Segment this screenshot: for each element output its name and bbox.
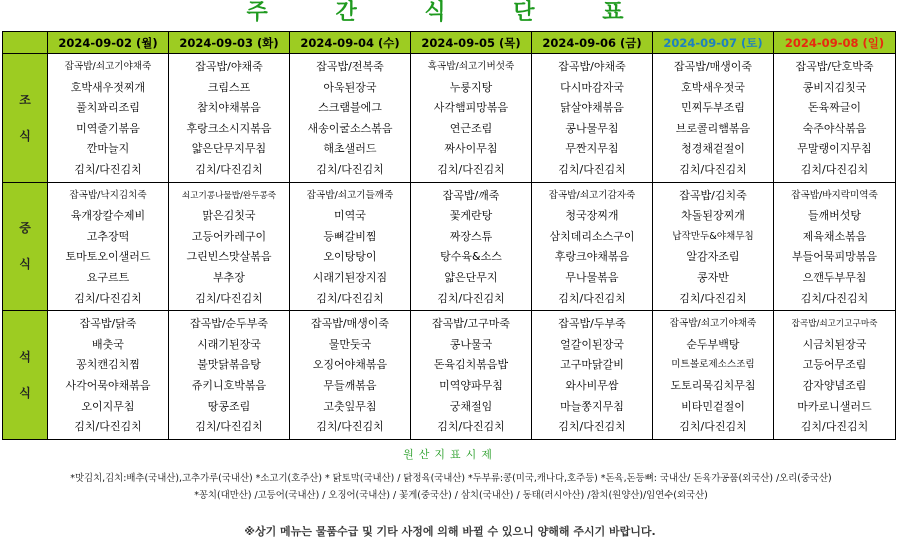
menu-item: 콩나물국 <box>449 337 493 351</box>
menu-item: 불맛닭볶음탕 <box>197 358 261 372</box>
menu-item: 잡곡밥/단호박죽 <box>795 60 874 73</box>
menu-item: 토마토오이샐러드 <box>65 250 151 264</box>
menu-item: 김치/다진김치 <box>437 291 505 305</box>
menu-item: 부들어묵피망볶음 <box>791 250 877 264</box>
menu-item: 잡곡밥/쇠고기야채죽 <box>669 318 757 330</box>
menu-item: 고등어무조림 <box>802 358 867 372</box>
meal-label-char: 식 <box>19 385 31 400</box>
menu-item: 쥬키니호박볶음 <box>191 378 267 392</box>
menu-item: 누룽지탕 <box>449 80 493 94</box>
menu-item: 콩나물무침 <box>565 121 619 135</box>
menu-item: 김치/다진김치 <box>679 291 747 305</box>
menu-cell <box>48 311 169 440</box>
meal-label-char: 중 <box>19 221 31 236</box>
menu-item: 청경채겉절이 <box>681 142 745 156</box>
menu-item: 무들깨볶음 <box>323 378 377 392</box>
day-header: 2024-09-07 (토) <box>653 32 774 54</box>
header-corner <box>3 32 48 54</box>
menu-item: 꽁치캔김치찜 <box>76 358 140 372</box>
menu-item: 들깨버섯탕 <box>807 209 862 223</box>
menu-item: 사각햄피망볶음 <box>433 101 509 115</box>
menu-item: 맑은김칫국 <box>202 209 256 223</box>
menu-cell <box>169 182 290 311</box>
meal-row <box>3 182 896 311</box>
menu-item: 마카로니샐러드 <box>797 399 872 413</box>
menu-item: 호박새우젓찌개 <box>70 80 146 94</box>
menu-item: 잡곡밥/전복죽 <box>316 60 384 73</box>
menu-cell <box>290 311 411 440</box>
menu-cell <box>411 182 532 311</box>
menu-item: 숙주야삭볶음 <box>802 121 867 135</box>
menu-item: 김치/다진김치 <box>558 291 626 305</box>
menu-item: 도토리묵김치무침 <box>670 378 756 392</box>
menu-item: 고등어카레구이 <box>191 229 267 243</box>
meal-label <box>3 54 48 183</box>
day-header: 2024-09-04 (수) <box>290 32 411 54</box>
menu-item: 김치/다진김치 <box>558 162 626 176</box>
menu-item: 시래기된장지짐 <box>312 270 388 284</box>
menu-item: 등뼈갈비찜 <box>323 229 377 243</box>
day-header: 2024-09-08 (일) <box>774 32 896 54</box>
menu-item: 고춧잎무침 <box>323 399 377 413</box>
menu-item: 제육채소볶음 <box>802 229 867 243</box>
day-header: 2024-09-05 (목) <box>411 32 532 54</box>
menu-cell <box>774 311 896 440</box>
menu-item: 호박새우젓국 <box>681 80 745 94</box>
weekly-menu-table <box>2 31 896 440</box>
menu-cell <box>653 182 774 311</box>
menu-item: 김치/다진김치 <box>800 162 869 176</box>
menu-item: 돈육짜글이 <box>807 101 862 115</box>
meal-label-char: 식 <box>19 257 31 272</box>
menu-item: 아욱된장국 <box>323 80 377 94</box>
menu-item: 꽃게란탕 <box>449 209 493 223</box>
meal-label-char: 석 <box>19 349 31 364</box>
menu-item: 후랑크소시지볶음 <box>186 121 272 135</box>
menu-cell <box>653 54 774 183</box>
menu-cell <box>169 311 290 440</box>
menu-item: 민찌두부조림 <box>681 101 745 115</box>
menu-item: 잡곡밥/매생이죽 <box>673 60 753 73</box>
menu-item: 풀치꽈리조림 <box>76 101 140 115</box>
menu-item: 잡곡밥/야채죽 <box>195 60 263 73</box>
menu-cell <box>774 54 896 183</box>
menu-item: 와사비무쌈 <box>565 378 619 392</box>
menu-item: 김치/다진김치 <box>74 420 142 434</box>
menu-cell <box>411 311 532 440</box>
menu-item: 김치/다진김치 <box>800 291 869 305</box>
menu-item: 짜장스튜 <box>449 229 493 243</box>
menu-item: 오이탕탕이 <box>323 250 377 264</box>
menu-item: 김치/다진김치 <box>679 420 747 434</box>
menu-item: 땅콩조림 <box>207 399 251 413</box>
meal-row <box>3 311 896 440</box>
menu-item: 닭살야채볶음 <box>560 101 624 115</box>
origin-heading: 원산지표시제 <box>403 448 497 461</box>
menu-item: 사각어묵야채볶음 <box>65 378 151 392</box>
menu-item: 김치/다진김치 <box>316 291 384 305</box>
menu-item: 미역줄기볶음 <box>76 121 140 135</box>
menu-item: 크림스프 <box>207 80 251 94</box>
menu-item: 참치야채볶음 <box>197 101 261 115</box>
menu-item: 육개장칼수제비 <box>70 209 146 223</box>
menu-item: 김치/다진김치 <box>316 162 384 176</box>
menu-item: 김치/다진김치 <box>437 420 505 434</box>
menu-item: 콩자반 <box>697 270 729 284</box>
menu-item: 김치/다진김치 <box>800 420 869 434</box>
menu-cell <box>411 54 532 183</box>
meal-label <box>3 311 48 440</box>
menu-item: 김치/다진김치 <box>679 162 747 176</box>
menu-item: 짜사이무침 <box>444 142 498 156</box>
menu-item: 요구르트 <box>86 270 130 284</box>
menu-item: 김치/다진김치 <box>316 420 384 434</box>
meal-label <box>3 182 48 311</box>
notice-text: ※상기 메뉴는 물품수급 및 기타 사정에 의해 바뀔 수 있으니 양해해 주시기 바랍니다. <box>244 525 656 538</box>
menu-item: 으깬두부무침 <box>802 270 867 284</box>
origin-info <box>6 470 896 504</box>
menu-item: 순두부백탕 <box>686 337 740 351</box>
menu-item: 잡곡밥/쇠고기들깨죽 <box>306 189 394 201</box>
menu-item: 새송이굴소스볶음 <box>307 121 393 135</box>
day-header: 2024-09-02 (월) <box>48 32 169 54</box>
page-title: 주 간 식 단 표 <box>246 0 654 25</box>
menu-item: 배춧국 <box>92 337 124 351</box>
menu-item: 잡곡밥/두부죽 <box>558 317 626 331</box>
menu-item: 물만둣국 <box>328 337 372 351</box>
menu-item: 다시마감자국 <box>560 80 624 94</box>
menu-item: 감자양념조림 <box>802 378 867 392</box>
menu-cell <box>532 182 653 311</box>
menu-item: 김치/다진김치 <box>558 420 626 434</box>
menu-item: 잡곡밥/야채죽 <box>558 60 626 73</box>
menu-item: 스크램블에그 <box>318 101 382 115</box>
menu-item: 오징어야채볶음 <box>312 358 388 372</box>
menu-cell <box>48 182 169 311</box>
menu-item: 해초샐러드 <box>323 142 377 156</box>
menu-cell <box>169 54 290 183</box>
menu-item: 오이지무침 <box>81 399 135 413</box>
menu-item: 납작만두&야채무침 <box>672 230 754 242</box>
menu-item: 잡곡밥/순두부죽 <box>189 317 269 331</box>
menu-item: 쇠고기콩나물밥/완두콩죽 <box>181 190 277 201</box>
menu-cell <box>290 182 411 311</box>
menu-item: 잡곡밥/매생이죽 <box>310 317 390 331</box>
menu-item: 고구마닭갈비 <box>560 358 624 372</box>
menu-item: 김치/다진김치 <box>195 420 263 434</box>
menu-item: 삼치데리소스구이 <box>549 229 635 243</box>
menu-item: 김치/다진김치 <box>195 291 263 305</box>
menu-item: 잡곡밥/깨죽 <box>442 188 500 202</box>
menu-cell <box>290 54 411 183</box>
menu-cell <box>532 54 653 183</box>
menu-item: 잡곡밥/쇠고기야채죽 <box>64 61 152 72</box>
meal-row <box>3 54 896 183</box>
meal-label-char: 식 <box>19 128 31 143</box>
menu-item: 연근조림 <box>449 121 493 135</box>
menu-item: 그린빈스맛살볶음 <box>186 250 272 264</box>
menu-item: 탕수육&소스 <box>440 250 502 264</box>
origin-line: *꽁치(대만산) /고등어(국내산) / 오징어(국내산) / 꽃게(중국산) / 삼치(국내산) / 동태(러시아산) /참치(원양산)/임연수(외국산) <box>194 490 708 501</box>
menu-item: 김치/다진김치 <box>195 162 263 176</box>
menu-item: 잡곡밥/고구마죽 <box>431 317 511 331</box>
menu-item: 잡곡밥/쇠고기고구마죽 <box>791 319 878 330</box>
date-header-row <box>3 32 896 54</box>
menu-item: 김치/다진김치 <box>74 291 142 305</box>
menu-item: 차돌된장찌개 <box>681 209 745 223</box>
menu-item: 잡곡밥/쇠고기감자죽 <box>548 189 636 201</box>
menu-item: 흑곡밥/쇠고기버섯죽 <box>427 61 515 72</box>
menu-item: 김치/다진김치 <box>437 162 505 176</box>
menu-cell <box>653 311 774 440</box>
menu-item: 비타민겉절이 <box>681 399 745 413</box>
menu-item: 얼갈이된장국 <box>560 337 624 351</box>
menu-item: 콩비지김칫국 <box>802 80 867 94</box>
menu-item: 무말랭이지무침 <box>797 142 872 156</box>
menu-item: 잡곡밥/바지락미역죽 <box>791 189 878 201</box>
day-header: 2024-09-03 (화) <box>169 32 290 54</box>
menu-item: 무짠지무침 <box>565 142 619 156</box>
menu-item: 시금치된장국 <box>802 337 867 351</box>
menu-item: 잡곡밥/낙지김치죽 <box>69 189 147 201</box>
menu-item: 김치/다진김치 <box>74 162 142 176</box>
menu-item: 고추장떡 <box>86 229 130 243</box>
menu-item: 후랑크야채볶음 <box>554 250 630 264</box>
menu-cell <box>774 182 896 311</box>
menu-item: 시래기된장국 <box>197 337 261 351</box>
menu-cell <box>48 54 169 183</box>
menu-item: 미역국 <box>334 209 366 223</box>
menu-item: 브로콜리햄볶음 <box>675 121 751 135</box>
menu-item: 잡곡밥/닭죽 <box>79 317 137 331</box>
menu-item: 미역양파무침 <box>439 378 503 392</box>
meal-label-char: 조 <box>19 92 31 107</box>
origin-line: *맛김치,김치:배추(국내산),고추가루(국내산) *소고기(호주산) * 닭토막(국내산) / 닭정육(국내산) *두부류:콩(미국,캐나다,호주등) *돈육,돈등뼈: 국내산/ 돈육가공품(외국산) /오리(중국산) <box>70 473 832 484</box>
menu-item: 미트볼로제소스조림 <box>671 359 755 371</box>
menu-item: 얇은단무지무침 <box>191 142 267 156</box>
menu-item: 얇은단무지 <box>444 270 498 284</box>
menu-item: 알감자조림 <box>686 250 740 264</box>
menu-item: 잡곡밥/김치죽 <box>679 188 747 202</box>
menu-item: 돈육김치볶음밥 <box>433 358 509 372</box>
menu-item: 무나물볶음 <box>565 270 619 284</box>
menu-item: 마늘쫑지무침 <box>560 399 624 413</box>
menu-item: 부추장 <box>213 270 245 284</box>
menu-item: 청국장찌개 <box>565 209 619 223</box>
day-header: 2024-09-06 (금) <box>532 32 653 54</box>
menu-item: 궁채절임 <box>449 399 493 413</box>
menu-cell <box>532 311 653 440</box>
menu-item: 깐마늘지 <box>86 142 130 156</box>
